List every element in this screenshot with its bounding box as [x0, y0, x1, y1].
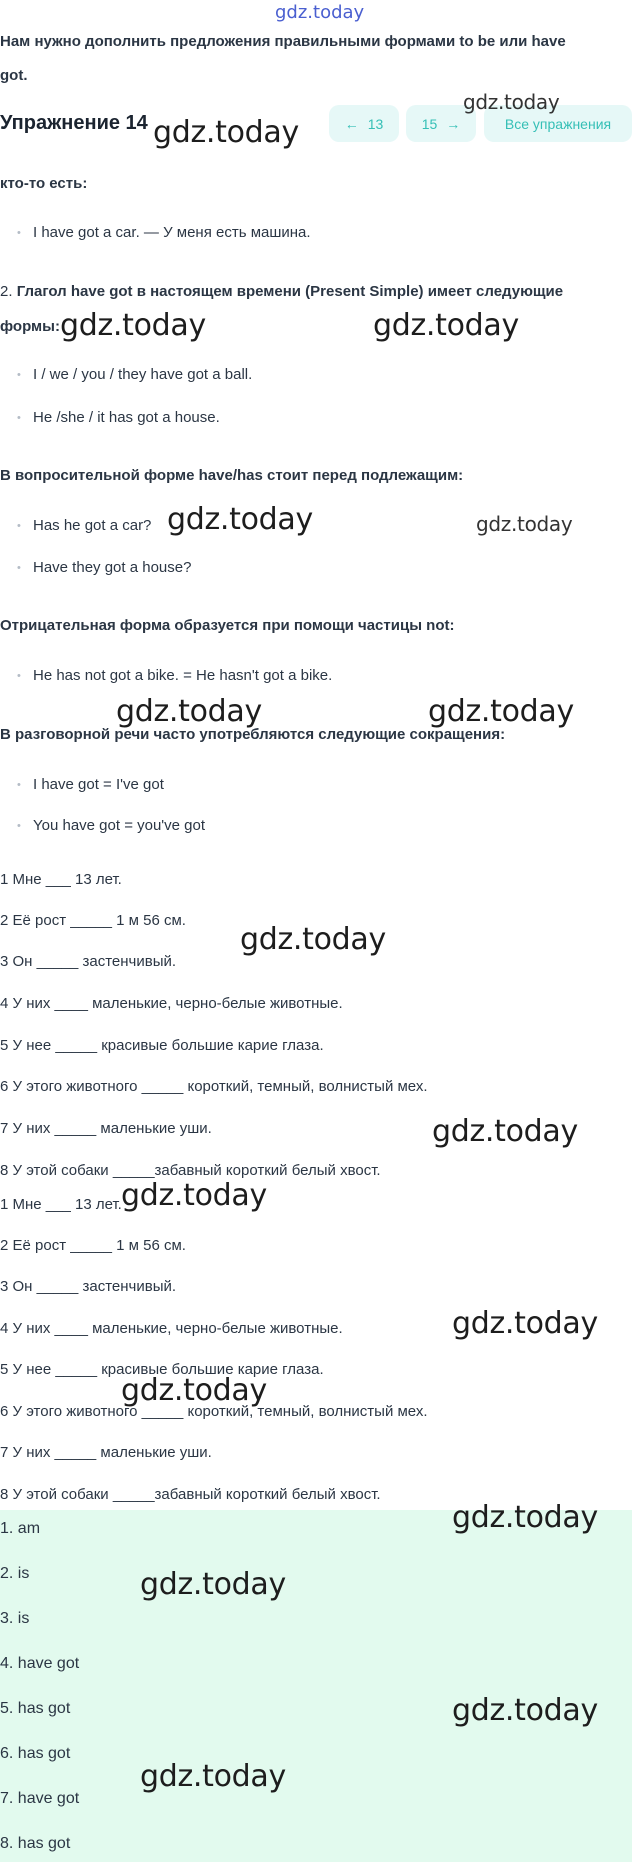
point2-line-1 — [0, 283, 563, 300]
task-sentence: 8 У этой собаки _____забавный короткий белый хвост. — [0, 1486, 381, 1503]
watermark: gdz.today — [476, 512, 573, 536]
task-sentence: 2 Её рост _____ 1 м 56 см. — [0, 912, 186, 929]
task-sentence: 2 Её рост _____ 1 м 56 см. — [0, 1237, 186, 1254]
task-sentence: 3 Он _____ застенчивый. — [0, 953, 177, 970]
watermark: gdz.today — [452, 1500, 598, 1535]
site-logo[interactable]: gdz.today — [275, 2, 365, 23]
watermark: gdz.today — [463, 90, 560, 114]
task-sentence: 5 У нее _____ красивые большие карие глаза. — [0, 1037, 324, 1054]
task-sentence: 3 Он _____ застенчивый. — [0, 1278, 177, 1295]
list-item: • I have got a car. — У меня есть машина. — [33, 224, 311, 241]
point2-number: 2. — [0, 283, 13, 300]
watermark: gdz.today — [167, 502, 313, 537]
answer-item: 8. has got — [0, 1835, 71, 1852]
list-item: • Have they got a house? — [33, 559, 191, 576]
answer-item: 7. have got — [0, 1790, 80, 1807]
task-sentence: 8 У этой собаки _____забавный короткий белый хвост. — [0, 1162, 381, 1179]
watermark: gdz.today — [116, 694, 262, 729]
next-exercise-label: 15 — [421, 115, 438, 132]
watermark: gdz.today — [452, 1693, 598, 1728]
list-item: • He /she / it has got a house. — [33, 409, 220, 426]
watermark: gdz.today — [121, 1373, 267, 1408]
next-exercise-button[interactable] — [406, 105, 476, 142]
answers-panel — [0, 1510, 632, 1862]
intro-line-1: Нам нужно дополнить предложения правильными формами to be или have — [0, 33, 566, 50]
list-item: • He has not got a bike. = He hasn't got a bike. — [33, 667, 332, 684]
watermark: gdz.today — [121, 1178, 267, 1213]
intro-line-2: got. — [0, 67, 28, 84]
answer-item: 5. has got — [0, 1700, 71, 1717]
task-sentence: 4 У них ____ маленькие, черно-белые животные. — [0, 995, 343, 1012]
point2-text: Глагол have got в настоящем времени (Present Simple) имеет следующие — [16, 283, 564, 300]
all-exercises-button[interactable] — [484, 105, 632, 142]
watermark: gdz.today — [140, 1567, 286, 1602]
exercise-title: Упражнение 14 — [0, 112, 148, 134]
task-sentence: 1 Мне ___ 13 лет. — [0, 871, 122, 888]
point2-line-2: формы: — [0, 318, 60, 335]
answer-item: 1. am — [0, 1520, 41, 1537]
arrow-left-icon: ← — [344, 115, 359, 132]
list-item: • I / we / you / they have got a ball. — [33, 366, 252, 383]
task-sentence: 4 У них ____ маленькие, черно-белые животные. — [0, 1320, 343, 1337]
watermark: gdz.today — [452, 1306, 598, 1341]
arrow-right-icon: → — [446, 115, 461, 132]
task-sentence: 7 У них _____ маленькие уши. — [0, 1120, 212, 1137]
watermark: gdz.today — [140, 1759, 286, 1794]
list-item: • Has he got a car? — [33, 517, 151, 534]
task-sentence: 7 У них _____ маленькие уши. — [0, 1444, 212, 1461]
watermark: gdz.today — [240, 922, 386, 957]
answer-item: 4. have got — [0, 1655, 80, 1672]
answer-item: 2. is — [0, 1565, 30, 1582]
watermark: gdz.today — [373, 308, 519, 343]
watermark: gdz.today — [428, 694, 574, 729]
theory-partial-line: кто-то есть: — [0, 175, 88, 192]
watermark: gdz.today — [153, 115, 299, 150]
task-sentence: 6 У этого животного _____ короткий, темный, волнистый мех. — [0, 1078, 428, 1095]
negative-heading: Отрицательная форма образуется при помощи частицы not: — [0, 617, 455, 634]
task-sentence: 5 У нее _____ красивые большие карие глаза. — [0, 1361, 324, 1378]
contractions-heading: В разговорной речи часто употребляются следующие сокращения: — [0, 726, 506, 743]
watermark: gdz.today — [60, 308, 206, 343]
list-item: • You have got = you've got — [33, 817, 205, 834]
prev-exercise-button[interactable] — [329, 105, 399, 142]
task-sentence: 6 У этого животного _____ короткий, темный, волнистый мех. — [0, 1403, 428, 1420]
all-exercises-label: Все упражнения — [504, 115, 612, 132]
question-heading: В вопросительной форме have/has стоит перед подлежащим: — [0, 467, 464, 484]
list-item: • I have got = I've got — [33, 776, 164, 793]
watermark: gdz.today — [432, 1114, 578, 1149]
task-sentence: 1 Мне ___ 13 лет. — [0, 1196, 122, 1213]
answer-item: 3. is — [0, 1610, 30, 1627]
answer-item: 6. has got — [0, 1745, 71, 1762]
prev-exercise-label: 13 — [367, 115, 384, 132]
